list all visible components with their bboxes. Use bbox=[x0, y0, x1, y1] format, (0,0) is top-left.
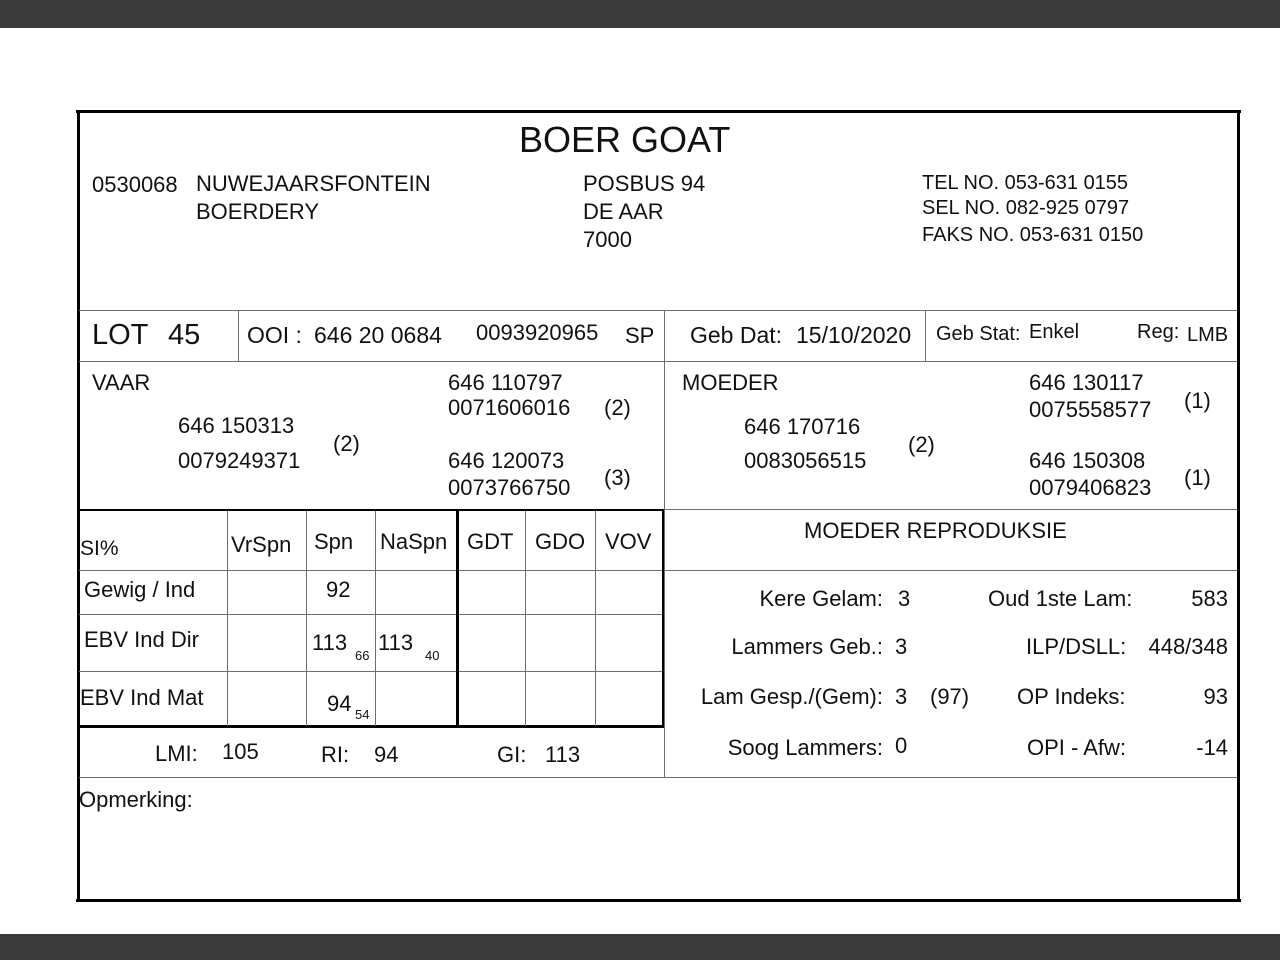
frame-top bbox=[76, 110, 1241, 113]
rule-remarks bbox=[664, 777, 1237, 778]
dam-id: 646 170716 bbox=[744, 414, 861, 439]
sire-dam-id: 646 120073 bbox=[448, 448, 565, 473]
dam-dam-reg: 0079406823 bbox=[1029, 475, 1152, 500]
row-ebv-dir-spn-acc: 66 bbox=[355, 648, 370, 663]
header-si: SI% bbox=[80, 537, 119, 560]
ri-value: 94 bbox=[374, 742, 399, 767]
address-line2: DE AAR bbox=[583, 199, 664, 224]
op-label: OP Indeks: bbox=[1017, 684, 1126, 709]
table-mid-rule bbox=[456, 511, 459, 728]
row-ebv-dir-spn: 113 bbox=[312, 630, 348, 655]
lmi-label: LMI: bbox=[155, 741, 198, 766]
vrule-col3 bbox=[375, 511, 376, 726]
vrule-center bbox=[664, 311, 665, 777]
animal-grade: SP bbox=[625, 323, 655, 348]
lam-gesp-value: 3 bbox=[895, 684, 908, 709]
lmi-value: 105 bbox=[222, 739, 259, 764]
header-vov: VOV bbox=[605, 529, 652, 554]
row-gewig-spn: 92 bbox=[326, 577, 351, 602]
row-ebv-mat-spn: 94 bbox=[327, 691, 352, 716]
sire-sire-reg: 0071606016 bbox=[448, 395, 571, 420]
gi-value: 113 bbox=[545, 742, 581, 767]
reproduction-title: MOEDER REPRODUKSIE bbox=[804, 518, 1067, 543]
rule-row1 bbox=[79, 614, 664, 615]
sel-number: SEL NO. 082-925 0797 bbox=[922, 197, 1130, 219]
kere-gelam-label: Kere Gelam: bbox=[759, 586, 883, 611]
ilp-label: ILP/DSLL: bbox=[1026, 634, 1127, 659]
birth-date-label: Geb Dat: bbox=[690, 322, 783, 348]
sire-dam-grade: (3) bbox=[604, 465, 631, 490]
row-ebv-dir-naspn: 113 bbox=[378, 630, 414, 655]
frame-right bbox=[1237, 110, 1240, 902]
sire-id: 646 150313 bbox=[178, 413, 295, 438]
birth-status: Enkel bbox=[1029, 321, 1080, 343]
ri-label: RI: bbox=[321, 742, 350, 767]
soog-value: 0 bbox=[895, 733, 908, 758]
dam-reg: 0083056515 bbox=[744, 448, 867, 473]
breeder-name-line1: NUWEJAARSFONTEIN bbox=[196, 171, 431, 196]
header-vrspn: VrSpn bbox=[231, 532, 292, 557]
animal-id: 646 20 0684 bbox=[314, 322, 442, 348]
gi-label: GI: bbox=[497, 742, 527, 767]
frame-left bbox=[77, 110, 80, 902]
dam-label: MOEDER bbox=[682, 370, 779, 395]
remarks-label: Opmerking: bbox=[79, 787, 193, 812]
row-gewig-label: Gewig / Ind bbox=[84, 577, 196, 602]
table-top-rule bbox=[79, 509, 665, 511]
vrule-status bbox=[925, 311, 926, 361]
animal-type-label: OOI : bbox=[247, 322, 302, 348]
faks-number: FAKS NO. 053-631 0150 bbox=[922, 224, 1144, 246]
vrule-lot bbox=[238, 311, 239, 361]
oud-label: Oud 1ste Lam: bbox=[988, 586, 1133, 611]
row-ebv-dir-label: EBV Ind Dir bbox=[84, 627, 199, 652]
dam-grade: (2) bbox=[908, 432, 935, 457]
kere-gelam-value: 3 bbox=[898, 586, 911, 611]
card-title: BOER GOAT bbox=[519, 119, 731, 160]
lammers-geb-value: 3 bbox=[895, 634, 908, 659]
lam-gesp-label: Lam Gesp./(Gem): bbox=[700, 684, 883, 709]
sire-dam-reg: 0073766750 bbox=[448, 475, 571, 500]
address-line1: POSBUS 94 bbox=[583, 171, 706, 196]
lam-gem-value: (97) bbox=[930, 684, 970, 709]
breeder-name-line2: BOERDERY bbox=[196, 199, 320, 224]
reg-value: LMB bbox=[1187, 324, 1229, 346]
address-line3: 7000 bbox=[583, 227, 632, 252]
row-ebv-mat-label: EBV Ind Mat bbox=[80, 685, 204, 710]
opi-label: OPI - Afw: bbox=[1027, 735, 1127, 760]
rule-lot bbox=[79, 361, 1237, 362]
frame-bottom bbox=[76, 899, 1241, 902]
lammers-geb-label: Lammers Geb.: bbox=[731, 634, 883, 659]
sire-sire-grade: (2) bbox=[604, 395, 631, 420]
dam-dam-id: 646 150308 bbox=[1029, 448, 1146, 473]
table-bottom-rule bbox=[79, 725, 665, 728]
row-ebv-dir-naspn-acc: 40 bbox=[425, 648, 440, 663]
reg-label: Reg: bbox=[1137, 321, 1180, 343]
opi-value: -14 bbox=[1196, 735, 1228, 760]
breeder-number: 0530068 bbox=[92, 172, 178, 197]
header-naspn: NaSpn bbox=[380, 529, 448, 554]
dam-dam-grade: (1) bbox=[1184, 465, 1211, 490]
tel-number: TEL NO. 053-631 0155 bbox=[922, 172, 1129, 194]
rule-row2 bbox=[79, 671, 664, 672]
sire-label: VAAR bbox=[92, 370, 151, 395]
op-value: 93 bbox=[1203, 684, 1228, 709]
birth-status-label: Geb Stat: bbox=[936, 323, 1021, 345]
soog-label: Soog Lammers: bbox=[727, 735, 883, 760]
vrule-col2 bbox=[306, 511, 307, 726]
animal-reg-number: 0093920965 bbox=[476, 320, 599, 345]
vrule-col1 bbox=[227, 511, 228, 726]
ilp-value: 448/348 bbox=[1148, 634, 1228, 659]
vrule-col6 bbox=[595, 511, 596, 726]
rule-header bbox=[79, 310, 1237, 311]
sire-sire-id: 646 110797 bbox=[448, 370, 563, 395]
header-gdo: GDO bbox=[535, 529, 586, 554]
lot-number: 45 bbox=[168, 319, 201, 351]
rule-table-head bbox=[79, 570, 1237, 571]
header-gdt: GDT bbox=[467, 529, 514, 554]
rule-remarks-left bbox=[79, 777, 664, 778]
dam-sire-grade: (1) bbox=[1184, 388, 1211, 413]
birth-date: 15/10/2020 bbox=[796, 322, 912, 348]
sire-grade: (2) bbox=[333, 431, 360, 456]
lot-label: LOT bbox=[92, 319, 149, 351]
dam-sire-reg: 0075558577 bbox=[1029, 397, 1152, 422]
header-spn: Spn bbox=[314, 529, 354, 554]
dam-sire-id: 646 130117 bbox=[1029, 370, 1144, 395]
sire-reg: 0079249371 bbox=[178, 448, 301, 473]
oud-value: 583 bbox=[1191, 586, 1228, 611]
vrule-col5 bbox=[525, 511, 526, 726]
row-ebv-mat-spn-acc: 54 bbox=[355, 707, 370, 722]
